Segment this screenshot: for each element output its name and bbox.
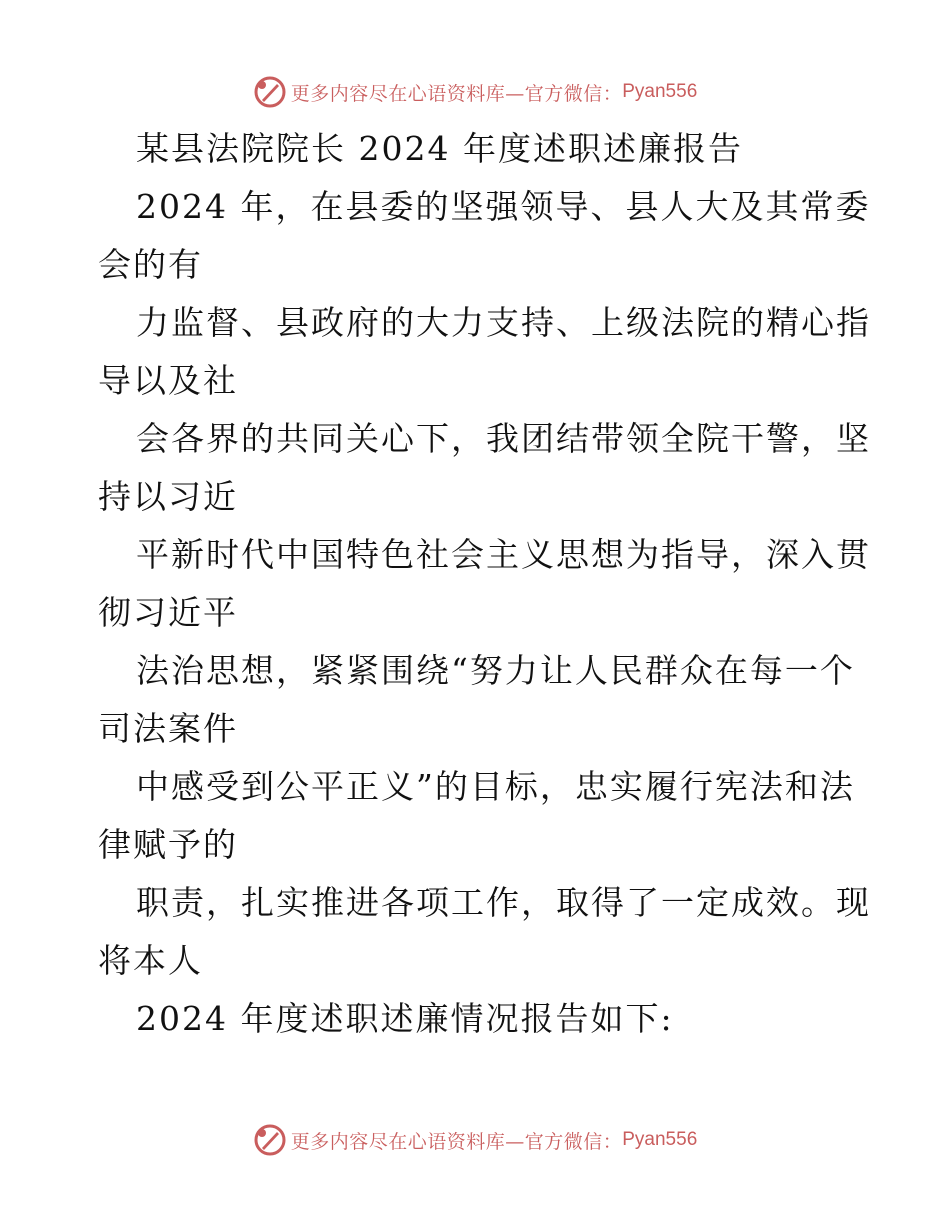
paragraph-line: 力监督、县政府的大力支持、上级法院的精心指 [136,303,871,342]
header-watermark-banner [0,72,950,112]
banner-wechat-id: Pyan556 [622,1129,698,1150]
paragraph-line: 2024 年，在县委的坚强领导、县人大及其常委 [136,187,871,226]
banner-wechat-id: Pyan556 [622,81,698,102]
paragraph-line: 将本人 [98,941,203,980]
document-body [98,120,871,1048]
paragraph-line: 律赋予的 [98,825,238,864]
paragraph-line: 会的有 [98,245,203,284]
paragraph-line: 平新时代中国特色社会主义思想为指导，深入贯 [136,535,871,574]
paragraph-line: 中感受到公平正义”的目标，忠实履行宪法和法 [136,767,855,806]
paragraph-line: 会各界的共同关心下，我团结带领全院干警，坚 [136,419,871,458]
paragraph-line: 司法案件 [98,709,238,748]
paragraph-line: 职责，扎实推进各项工作，取得了一定成效。现 [136,883,871,922]
paragraph-line: 2024 年度述职述廉情况报告如下: [136,999,674,1038]
paragraph-line: 导以及社 [98,361,238,400]
paragraph-line: 法治思想，紧紧围绕“努力让人民群众在每一个 [136,651,855,690]
paragraph-line: 彻习近平 [98,593,238,632]
banner-text: 更多内容尽在心语资料库—官方微信： [290,82,623,105]
quill-logo-icon [253,1123,287,1157]
footer-watermark-banner [0,1120,950,1160]
banner-text: 更多内容尽在心语资料库—官方微信： [290,1130,623,1153]
document-title: 某县法院院长 2024 年度述职述廉报告 [136,129,743,168]
quill-logo-icon [253,75,287,109]
paragraph-line: 持以习近 [98,477,238,516]
